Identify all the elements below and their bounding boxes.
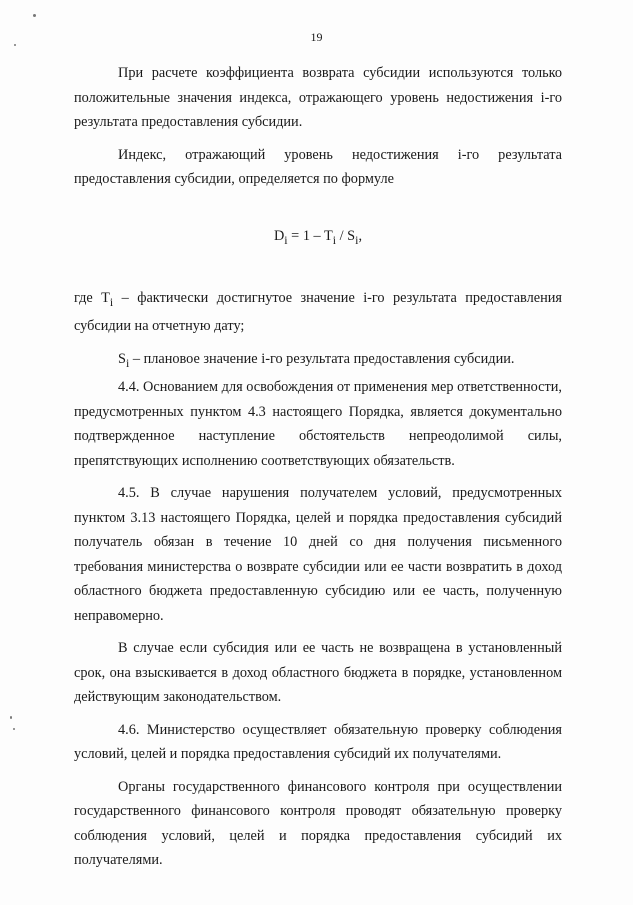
paragraph: 4.6. Министерство осуществляет обязательную проверку соблюдения условий, целей и порядка предоставления субсидий их получателями. [74, 721, 562, 763]
paragraph: Индекс, отражающий уровень недостижения i-го результата предоставления субсидии, определяется по формуле [74, 146, 562, 187]
paragraph: 4.5. В случае нарушения получателем условий, предусмотренных пунктом 3.13 настоящего Порядка, целей и порядка предоставления субсидий получатель обязан в течение 10 дней со дня получения письменного требования министерства о возврате субсидии или ее части возвратить в доход областного бюджета предоставленную субсидию или ее часть, полученную неправомерно. [74, 485, 562, 624]
paragraph: Органы государственного финансового контроля при осуществлении государственного финансового контроля проводят обязательную проверку соблюдения условий, целей и порядка предоставления субсидий их получателями. [74, 778, 562, 869]
paragraph: При расчете коэффициента возврата субсидии используются только положительные значения индекса, отражающего уровень недостижения i-го результата предоставления субсидии. [74, 65, 562, 130]
formula: $D_i = 1 - T_i / S_i$, [273, 227, 363, 247]
scan-speck [14, 44, 16, 46]
scan-speck [13, 728, 15, 730]
scan-speck [33, 14, 36, 17]
paragraph: В случае если субсидия или ее часть не возвращена в установленный срок, она взыскивается в доход областного бюджета в порядке, установленном действующим законодательством. [74, 640, 562, 706]
scan-speck [10, 716, 12, 719]
document-body [74, 61, 562, 873]
paragraph: где $T_i$ – фактически достигнутое значение i-го результата предоставления субсидии на отчетную дату; [74, 289, 562, 335]
page-number: 19 [310, 30, 323, 44]
paragraph: $S_i$ – плановое значение i-го результата предоставления субсидии. [118, 350, 515, 370]
paragraph: 4.4. Основанием для освобождения от применения мер ответственности, предусмотренных пунктом 4.3 настоящего Порядка, является документально подтвержденное наступление обстоятельств непреодолимой силы, препятствующих исполнению соответствующих обязательств. [74, 379, 562, 469]
